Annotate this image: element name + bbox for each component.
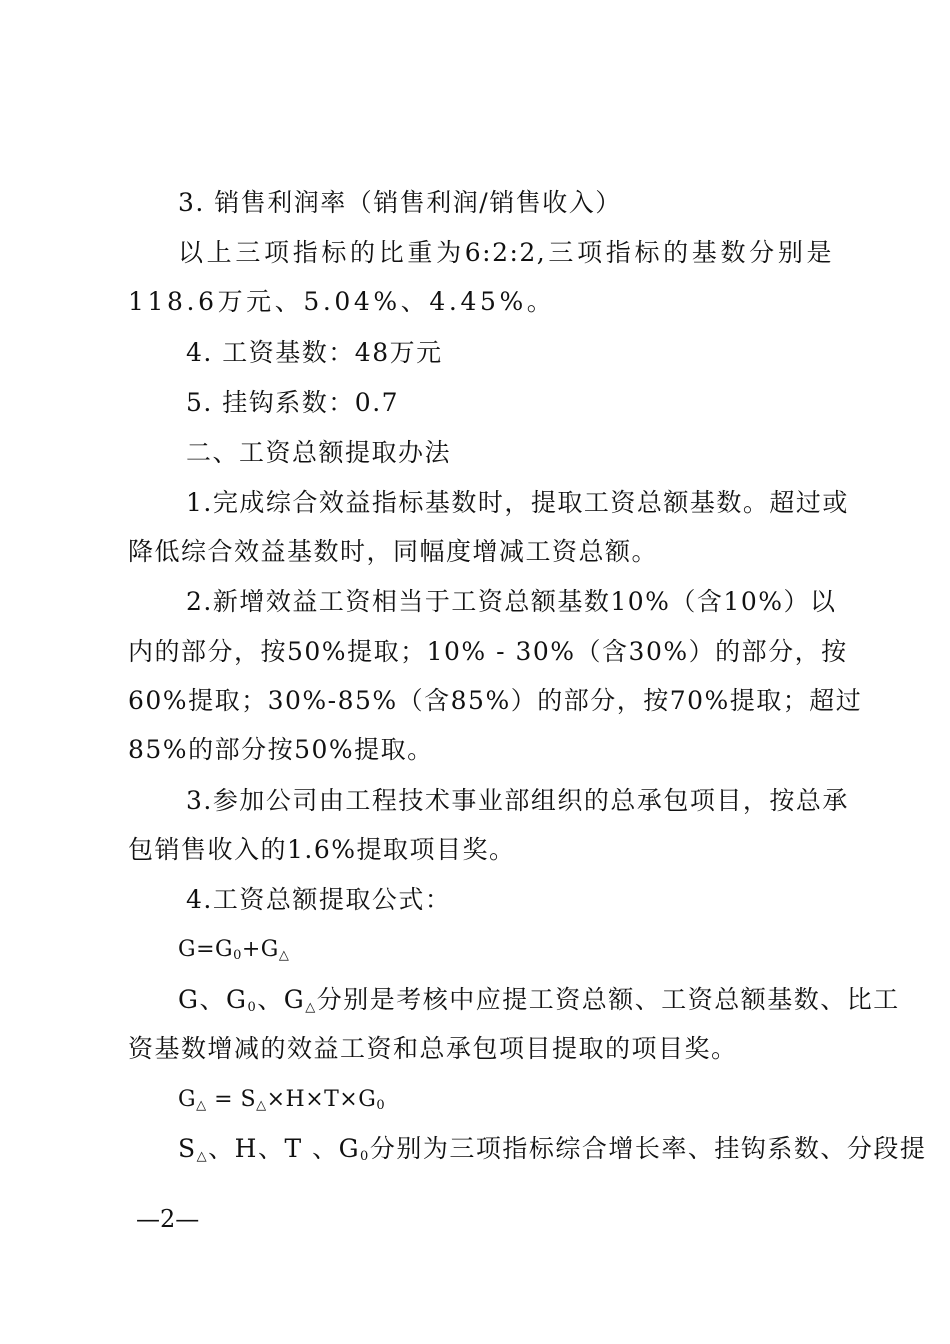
rule-3-line-2: 包销售收入的1.6%提取项目奖。 <box>128 835 516 864</box>
formula-2-description-line-1: $S_\triangle$、H、T 、$G_0$分别为三项指标综合增长率、挂钩系数、分段提 <box>178 1134 927 1164</box>
rule-2-line-2: 内的部分，按50%提取；10% - 30%（含30%）的部分，按 <box>128 637 848 666</box>
rule-2-line-1: 2.新增效益工资相当于工资总额基数10%（含10%）以 <box>186 587 837 616</box>
section-2-heading: 二、工资总额提取办法 <box>186 438 452 467</box>
weights-line-2: 118.6万元、5.04%、4.45%。 <box>128 287 556 316</box>
rule-3-line-1: 3.参加公司由工程技术事业部组织的总承包项目，按总承 <box>186 786 849 815</box>
page-number: —2— <box>136 1205 200 1233</box>
formula-1-description-line-2: 资基数增减的效益工资和总承包项目提取的项目奖。 <box>128 1034 738 1063</box>
rule-1-line-1: 1.完成综合效益指标基数时，提取工资总额基数。超过或 <box>186 488 849 517</box>
item-3-sales-profit-rate: 3. 销售利润率（销售利润/销售收入） <box>178 188 622 217</box>
rule-4-heading: 4.工资总额提取公式： <box>186 885 452 914</box>
item-4-salary-base: 4. 工资基数：48万元 <box>186 338 443 367</box>
formula-1-description-line-1: G、$G_0$、$G_\triangle$分别是考核中应提工资总额、工资总额基数、比工 <box>178 985 900 1015</box>
item-5-linkage-coefficient: 5. 挂钩系数：0.7 <box>186 388 400 417</box>
formula-g-delta: $G_\triangle = S_\triangle\times H\times T\times G_0$ <box>178 1087 386 1113</box>
rule-2-line-4: 85%的部分按50%提取。 <box>128 735 434 764</box>
formula-g-total: $G=G_0+G_\triangle$ <box>178 937 290 963</box>
rule-1-line-2: 降低综合效益基数时，同幅度增减工资总额。 <box>128 537 659 566</box>
rule-2-line-3: 60%提取；30%-85%（含85%）的部分，按70%提取；超过 <box>128 686 863 715</box>
weights-line-1: 以上三项指标的比重为6:2:2,三项指标的基数分别是 <box>178 238 833 267</box>
